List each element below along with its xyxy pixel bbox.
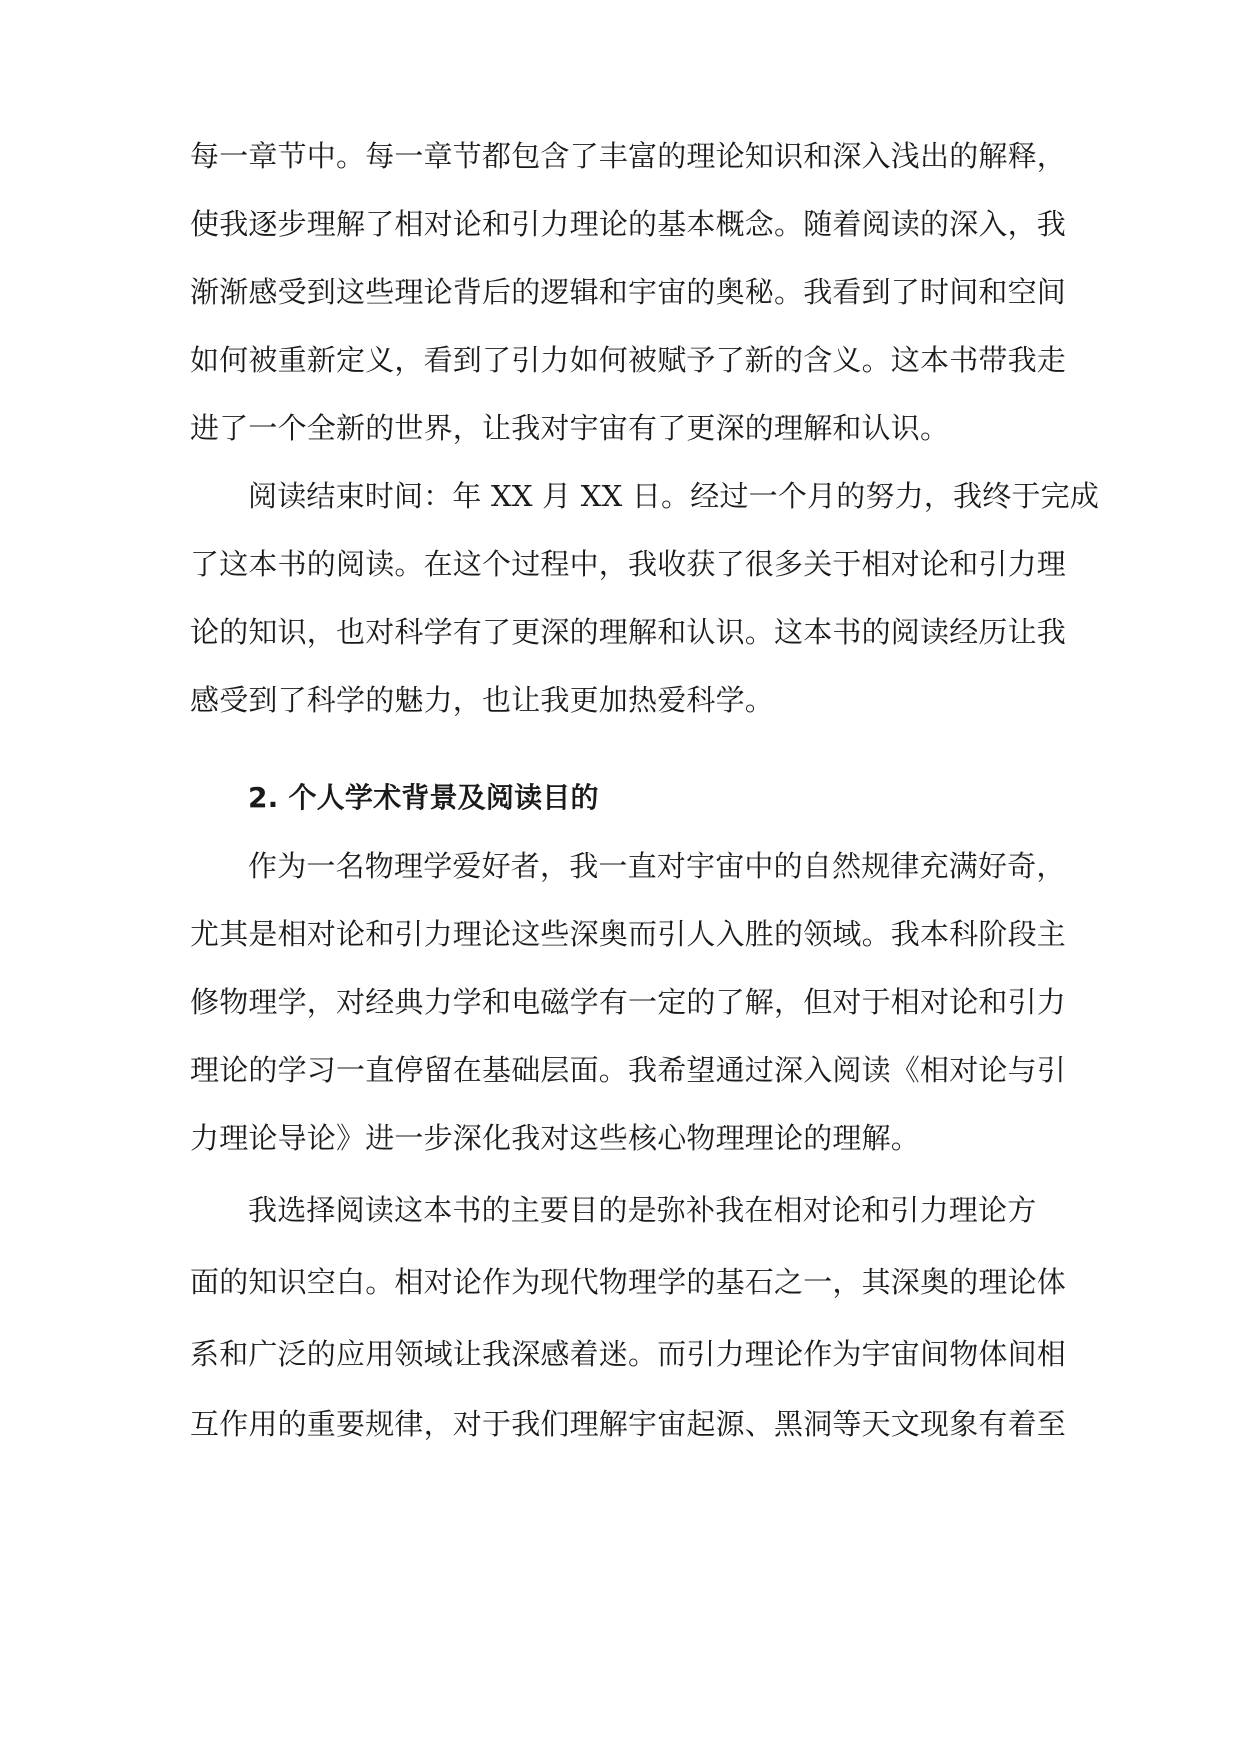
text-line: 尤其是相对论和引力理论这些深奥而引人入胜的领域。我本科阶段主 xyxy=(190,917,1067,951)
text-line: 进了一个全新的世界，让我对宇宙有了更深的理解和认识。 xyxy=(190,411,950,445)
text-line: 论的知识，也对科学有了更深的理解和认识。这本书的阅读经历让我 xyxy=(190,615,1067,649)
text-line: 修物理学，对经典力学和电磁学有一定的了解，但对于相对论和引力 xyxy=(190,985,1067,1019)
text-line: 作为一名物理学爱好者，我一直对宇宙中的自然规律充满好奇， xyxy=(248,849,1066,883)
text-line: 互作用的重要规律，对于我们理解宇宙起源、黑洞等天文现象有着至 xyxy=(190,1407,1067,1441)
text-line: 使我逐步理解了相对论和引力理论的基本概念。随着阅读的深入，我 xyxy=(190,207,1067,241)
text-line: 感受到了科学的魅力，也让我更加热爱科学。 xyxy=(190,683,775,717)
text-line: 面的知识空白。相对论作为现代物理学的基石之一，其深奥的理论体 xyxy=(190,1265,1067,1299)
text-line: 我选择阅读这本书的主要目的是弥补我在相对论和引力理论方 xyxy=(248,1193,1037,1227)
text-line: 阅读结束时间：年 XX 月 XX 日。经过一个月的努力，我终于完成 xyxy=(248,479,1100,513)
text-line: 渐渐感受到这些理论背后的逻辑和宇宙的奥秘。我看到了时间和空间 xyxy=(190,275,1067,309)
text-line: 理论的学习一直停留在基础层面。我希望通过深入阅读《相对论与引 xyxy=(190,1053,1067,1087)
text-line: 每一章节中。每一章节都包含了丰富的理论知识和深入浅出的解释， xyxy=(190,139,1067,173)
text-line: 系和广泛的应用领域让我深感着迷。而引力理论作为宇宙间物体间相 xyxy=(190,1337,1067,1371)
text-line: 了这本书的阅读。在这个过程中，我收获了很多关于相对论和引力理 xyxy=(190,547,1067,581)
text-line: 力理论导论》进一步深化我对这些核心物理理论的理解。 xyxy=(190,1121,921,1155)
text-line: 如何被重新定义，看到了引力如何被赋予了新的含义。这本书带我走 xyxy=(190,343,1067,377)
section-heading: 2. 个人学术背景及阅读目的 xyxy=(248,781,599,814)
